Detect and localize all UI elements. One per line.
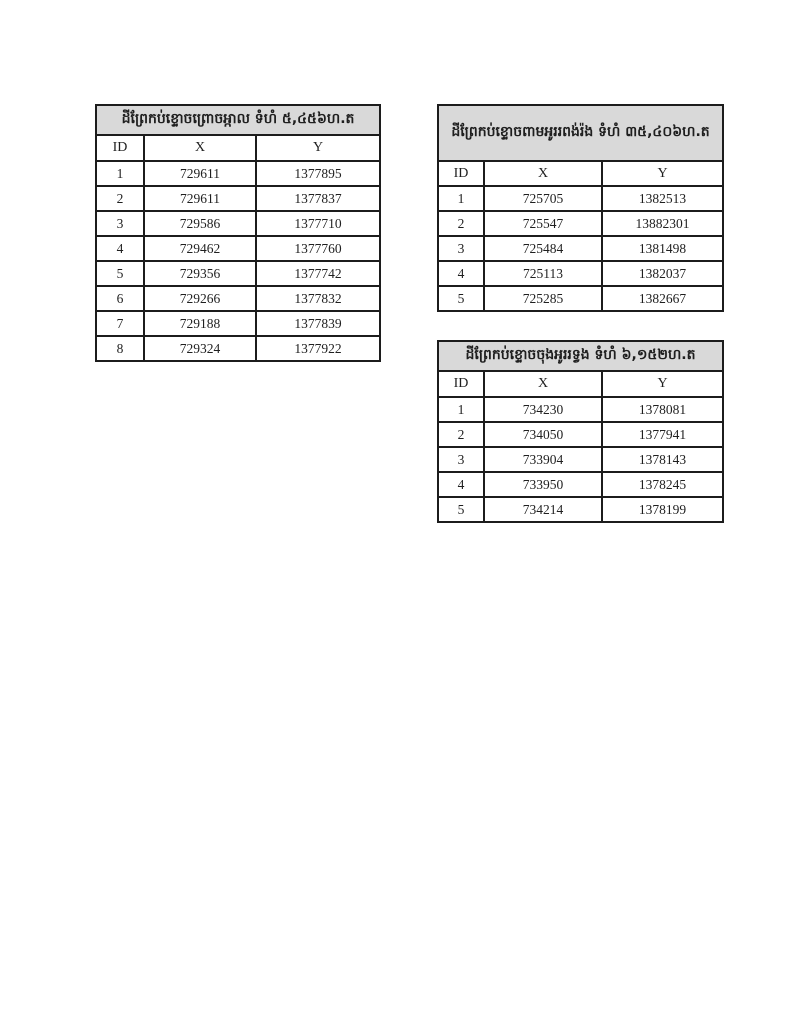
table-row — [96, 236, 380, 261]
table-row — [438, 447, 723, 472]
column-header-x: X — [484, 371, 602, 397]
x-cell: 729324 — [144, 336, 256, 361]
table-row — [96, 311, 380, 336]
column-header-id: ID — [438, 371, 484, 397]
table-row — [96, 186, 380, 211]
table-row — [438, 286, 723, 311]
y-cell: 1377742 — [256, 261, 380, 286]
column-header-x: X — [484, 161, 602, 186]
table-row — [96, 161, 380, 186]
id-cell: 2 — [438, 422, 484, 447]
table-2-title: ដីព្រែកប់ខ្ទោចពាមអូររពង់រ៉ង ទំហំ ៣៥,៤០៦ហ.ត — [438, 105, 723, 161]
x-cell: 729266 — [144, 286, 256, 311]
id-cell: 3 — [438, 236, 484, 261]
x-cell: 725705 — [484, 186, 602, 211]
table-row — [96, 211, 380, 236]
table-row — [438, 497, 723, 522]
y-cell: 1377832 — [256, 286, 380, 311]
x-cell: 729586 — [144, 211, 256, 236]
id-cell: 6 — [96, 286, 144, 311]
y-cell: 1377837 — [256, 186, 380, 211]
y-cell: 1378199 — [602, 497, 723, 522]
y-cell: 1382667 — [602, 286, 723, 311]
coordinate-table-3 — [437, 340, 724, 523]
table-row — [438, 211, 723, 236]
table-row — [438, 261, 723, 286]
x-cell: 725547 — [484, 211, 602, 236]
table-row — [438, 472, 723, 497]
table-row — [438, 236, 723, 261]
id-cell: 4 — [96, 236, 144, 261]
y-cell: 1377710 — [256, 211, 380, 236]
table-title-row — [438, 341, 723, 371]
table-1-title: ដីព្រែកប់ខ្ទោចព្រោចអ្កាល ទំហំ ៥,៤៥៦ហ.ត — [96, 105, 380, 135]
y-cell: 1378143 — [602, 447, 723, 472]
id-cell: 1 — [438, 397, 484, 422]
column-header-id: ID — [438, 161, 484, 186]
x-cell: 725113 — [484, 261, 602, 286]
x-cell: 729188 — [144, 311, 256, 336]
id-cell: 1 — [96, 161, 144, 186]
id-cell: 5 — [96, 261, 144, 286]
coordinate-table-2 — [437, 104, 724, 312]
column-header-y: Y — [602, 161, 723, 186]
table-row — [96, 261, 380, 286]
x-cell: 734230 — [484, 397, 602, 422]
x-cell: 729611 — [144, 186, 256, 211]
table-3-title: ដីព្រែកប់ខ្ទោចចុងអូររទ្វង ទំហំ ៦,១៥២ហ.ត — [438, 341, 723, 371]
table-row — [96, 286, 380, 311]
x-cell: 729611 — [144, 161, 256, 186]
id-cell: 4 — [438, 472, 484, 497]
y-cell: 1382513 — [602, 186, 723, 211]
table-row — [438, 186, 723, 211]
table-title-row — [96, 105, 380, 135]
id-cell: 5 — [438, 286, 484, 311]
y-cell: 1377922 — [256, 336, 380, 361]
y-cell: 1377839 — [256, 311, 380, 336]
id-cell: 1 — [438, 186, 484, 211]
y-cell: 1378081 — [602, 397, 723, 422]
id-cell: 4 — [438, 261, 484, 286]
table-row — [438, 422, 723, 447]
x-cell: 733904 — [484, 447, 602, 472]
x-cell: 734050 — [484, 422, 602, 447]
table-header-row — [438, 371, 723, 397]
id-cell: 8 — [96, 336, 144, 361]
table-title-row — [438, 105, 723, 161]
id-cell: 5 — [438, 497, 484, 522]
x-cell: 729356 — [144, 261, 256, 286]
table-row — [96, 336, 380, 361]
y-cell: 1377941 — [602, 422, 723, 447]
id-cell: 2 — [96, 186, 144, 211]
column-header-y: Y — [256, 135, 380, 161]
table-header-row — [438, 161, 723, 186]
y-cell: 1381498 — [602, 236, 723, 261]
column-header-id: ID — [96, 135, 144, 161]
coordinate-table-1 — [95, 104, 381, 362]
id-cell: 2 — [438, 211, 484, 236]
x-cell: 729462 — [144, 236, 256, 261]
y-cell: 1377760 — [256, 236, 380, 261]
x-cell: 733950 — [484, 472, 602, 497]
id-cell: 3 — [96, 211, 144, 236]
id-cell: 3 — [438, 447, 484, 472]
x-cell: 725484 — [484, 236, 602, 261]
y-cell: 13882301 — [602, 211, 723, 236]
table-header-row — [96, 135, 380, 161]
column-header-y: Y — [602, 371, 723, 397]
y-cell: 1377895 — [256, 161, 380, 186]
x-cell: 734214 — [484, 497, 602, 522]
y-cell: 1382037 — [602, 261, 723, 286]
y-cell: 1378245 — [602, 472, 723, 497]
column-header-x: X — [144, 135, 256, 161]
x-cell: 725285 — [484, 286, 602, 311]
id-cell: 7 — [96, 311, 144, 336]
table-row — [438, 397, 723, 422]
